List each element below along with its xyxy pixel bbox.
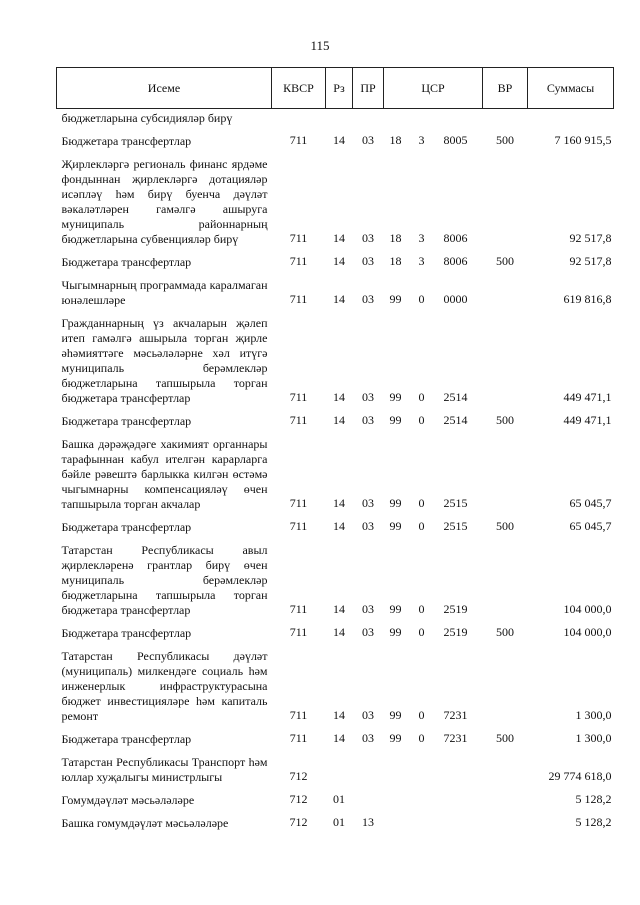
header-sum: Суммасы: [528, 68, 614, 109]
row-csr-program: 99: [389, 390, 402, 404]
row-csr: [384, 537, 483, 620]
row-name: Гомумдәүләт мәсьәләләре: [61, 793, 195, 807]
row-vr: 500: [496, 519, 514, 533]
table-row: [57, 620, 614, 643]
row-csr-program: 99: [389, 496, 402, 510]
row-pr: 03: [362, 731, 374, 745]
row-csr-subprogram: 0: [418, 625, 425, 639]
row-name: Бюджетара трансфертлар: [61, 255, 192, 269]
row-csr-program: 99: [389, 519, 402, 533]
row-rz: 14: [333, 731, 345, 745]
row-vr: [483, 431, 528, 514]
row-csr-program: 99: [389, 602, 402, 616]
row-csr: [384, 249, 483, 272]
table-header-row: [57, 68, 614, 109]
row-csr: [384, 643, 483, 726]
row-sum: 1 300,0: [575, 731, 612, 745]
budget-table: [56, 67, 614, 833]
row-csr: [384, 408, 483, 431]
row-name: Татарстан Республикасы Транспорт һәм юллар хуҗалыгы министрлыгы: [61, 755, 268, 784]
row-kvsr: 711: [289, 413, 308, 427]
row-csr-direction: 2519: [443, 602, 468, 616]
row-csr-subprogram: 3: [418, 133, 425, 147]
row-pr: 03: [362, 231, 374, 245]
row-rz: 14: [333, 133, 345, 147]
row-csr-direction: 2514: [443, 413, 468, 427]
row-csr: [384, 514, 483, 537]
row-vr: 500: [496, 731, 514, 745]
row-pr: [353, 787, 384, 810]
row-csr-direction: 2515: [443, 496, 468, 510]
row-csr-direction: 2514: [443, 390, 468, 404]
row-name: Бюджетара трансфертлар: [61, 626, 192, 640]
row-pr: 03: [362, 519, 374, 533]
row-sum: [528, 109, 614, 129]
row-csr-program: 99: [389, 625, 402, 639]
header-rz: Рз: [326, 68, 353, 109]
row-vr: 500: [496, 133, 514, 147]
row-vr: [483, 272, 528, 310]
row-name: Татарстан Республикасы дәүләт (муниципаль) милкендәге социаль һәм инженерлык инфраструктурасына бюджет инвестицияләре һәм капиталь ремонт: [61, 649, 268, 723]
row-sum: 104 000,0: [563, 602, 612, 616]
row-pr: 03: [362, 390, 374, 404]
row-rz: 01: [333, 815, 345, 829]
row-pr: [353, 749, 384, 787]
row-csr-subprogram: 0: [418, 496, 425, 510]
row-kvsr: 711: [289, 625, 308, 639]
row-kvsr: 711: [289, 519, 308, 533]
row-csr: [384, 810, 483, 833]
row-csr-direction: 7231: [443, 708, 468, 722]
header-csr: ЦСР: [384, 68, 483, 109]
row-vr: [483, 151, 528, 249]
table-row: [57, 408, 614, 431]
row-name: Җирлекләргә региональ финанс ярдәме фондыннан җирлекләргә дотацияләр исәплəү һәм бирү буенча дәүләт вәкаләтләрен гамәлгә ашыруга муниципаль районнарның бюджетларына субвенцияләр бирү: [61, 157, 268, 246]
table-row: [57, 643, 614, 726]
row-sum: 29 774 618,0: [548, 769, 612, 783]
table-row: [57, 537, 614, 620]
row-csr-direction: 0000: [443, 292, 468, 306]
table-row: [57, 310, 614, 408]
row-name: Чыгымнарның программада каралмаган юнәлешләре: [61, 278, 268, 307]
row-kvsr: 711: [289, 231, 308, 245]
row-kvsr: 711: [289, 708, 308, 722]
row-csr-program: 99: [389, 413, 402, 427]
table-row: [57, 151, 614, 249]
row-vr: [483, 109, 528, 129]
row-sum: 1 300,0: [575, 708, 612, 722]
row-vr: 500: [496, 254, 514, 268]
row-kvsr: 711: [289, 496, 308, 510]
row-rz: 14: [333, 496, 345, 510]
row-sum: 104 000,0: [563, 625, 612, 639]
row-rz: 14: [333, 292, 345, 306]
row-csr-program: 18: [389, 254, 402, 268]
row-pr: 03: [362, 496, 374, 510]
row-csr-program: 99: [389, 731, 402, 745]
row-csr: [384, 151, 483, 249]
row-sum: 5 128,2: [575, 815, 612, 829]
row-name: Башка дәрәҗәдәге хакимият органнары тарафыннан кабул ителгән карарларга бәйле рәвештә барлыкка килгән өстәмә чыгымнарны компенсацияләү өчен тапшырыла торган акчалар: [61, 437, 268, 511]
row-csr: [384, 726, 483, 749]
row-rz: 14: [333, 390, 345, 404]
row-sum: 65 045,7: [569, 496, 612, 510]
row-rz: 14: [333, 708, 345, 722]
row-rz: 01: [333, 792, 345, 806]
row-name: Бюджетара трансфертлар: [61, 520, 192, 534]
row-csr-subprogram: 0: [418, 413, 425, 427]
row-csr-program: 18: [389, 231, 402, 245]
row-csr-subprogram: 0: [418, 390, 425, 404]
row-kvsr: 711: [289, 133, 308, 147]
row-csr-subprogram: 3: [418, 254, 425, 268]
row-csr: [384, 310, 483, 408]
header-pr: ПР: [353, 68, 384, 109]
row-csr: [384, 109, 483, 129]
row-sum: 5 128,2: [575, 792, 612, 806]
table-row: [57, 726, 614, 749]
row-rz: 14: [333, 625, 345, 639]
row-csr-subprogram: 0: [418, 602, 425, 616]
row-pr: 03: [362, 602, 374, 616]
row-csr-program: 99: [389, 292, 402, 306]
row-kvsr: 712: [289, 769, 308, 783]
row-sum: 65 045,7: [569, 519, 612, 533]
table-row: [57, 810, 614, 833]
row-rz: 14: [333, 602, 345, 616]
row-pr: [353, 109, 384, 129]
row-kvsr: [272, 109, 326, 129]
row-kvsr: 711: [289, 602, 308, 616]
row-name: Гражданнарның үз акчаларын җәлеп итеп гамәлгә ашырыла торган җирле әһәмияттәге мәсьәләләрне хәл итүгә муниципаль берәмлекләр бюджетларына тапшырыла торган бюджетара трансфертлар: [61, 316, 268, 405]
row-csr: [384, 272, 483, 310]
row-csr-subprogram: 0: [418, 708, 425, 722]
row-pr: 03: [362, 292, 374, 306]
row-csr-subprogram: 0: [418, 292, 425, 306]
row-csr-program: 18: [389, 133, 402, 147]
row-csr-direction: 8006: [443, 231, 468, 245]
row-csr: [384, 128, 483, 151]
row-kvsr: 711: [289, 731, 308, 745]
row-kvsr: 711: [289, 390, 308, 404]
row-pr: 03: [362, 708, 374, 722]
table-row: [57, 787, 614, 810]
row-vr: 500: [496, 413, 514, 427]
row-pr: 03: [362, 625, 374, 639]
row-csr: [384, 787, 483, 810]
row-vr: [483, 537, 528, 620]
row-rz: 14: [333, 231, 345, 245]
row-vr: [483, 787, 528, 810]
row-rz: 14: [333, 413, 345, 427]
row-rz: [326, 749, 353, 787]
row-name: бюджетларына субсидияләр бирү: [61, 111, 233, 125]
table-row: [57, 249, 614, 272]
row-kvsr: 711: [289, 254, 308, 268]
row-kvsr: 712: [289, 792, 308, 806]
row-sum: 449 471,1: [563, 390, 612, 404]
row-sum: 449 471,1: [563, 413, 612, 427]
row-vr: [483, 749, 528, 787]
row-vr: [483, 810, 528, 833]
row-csr-subprogram: 0: [418, 731, 425, 745]
table-row: [57, 109, 614, 129]
page-number: 115: [310, 38, 330, 53]
row-pr: 03: [362, 254, 374, 268]
row-kvsr: 712: [289, 815, 308, 829]
row-csr-direction: 2515: [443, 519, 468, 533]
row-vr: [483, 643, 528, 726]
row-sum: 7 160 915,5: [554, 133, 612, 147]
row-name: Татарстан Республикасы авыл җирлекләренә грантлар бирү өчен муниципаль берәмлекләр бюджетларына тапшырыла торган бюджетара трансфертлар: [61, 543, 268, 617]
header-kvsr: КВСР: [272, 68, 326, 109]
row-sum: 92 517,8: [569, 231, 612, 245]
row-pr: 03: [362, 413, 374, 427]
row-csr-direction: 8006: [443, 254, 468, 268]
row-csr-program: 99: [389, 708, 402, 722]
table-row: [57, 128, 614, 151]
row-sum: 619 816,8: [563, 292, 612, 306]
row-rz: [326, 109, 353, 129]
row-csr: [384, 431, 483, 514]
row-vr: [483, 310, 528, 408]
table-row: [57, 272, 614, 310]
row-rz: 14: [333, 519, 345, 533]
table-row: [57, 431, 614, 514]
row-csr-direction: 8005: [443, 133, 468, 147]
row-csr-subprogram: 0: [418, 519, 425, 533]
row-csr-direction: 2519: [443, 625, 468, 639]
header-name: Исеме: [57, 68, 272, 109]
row-name: Башка гомумдәүләт мәсьәләләре: [61, 816, 229, 830]
row-csr-direction: 7231: [443, 731, 468, 745]
row-rz: 14: [333, 254, 345, 268]
row-name: Бюджетара трансфертлар: [61, 134, 192, 148]
row-csr-subprogram: 3: [418, 231, 425, 245]
row-vr: 500: [496, 625, 514, 639]
row-pr: 03: [362, 133, 374, 147]
row-pr: 13: [362, 815, 374, 829]
row-name: Бюджетара трансфертлар: [61, 732, 192, 746]
row-name: Бюджетара трансфертлар: [61, 414, 192, 428]
table-row: [57, 749, 614, 787]
header-vr: ВР: [483, 68, 528, 109]
row-sum: 92 517,8: [569, 254, 612, 268]
row-kvsr: 711: [289, 292, 308, 306]
table-row: [57, 514, 614, 537]
row-csr: [384, 620, 483, 643]
row-csr: [384, 749, 483, 787]
